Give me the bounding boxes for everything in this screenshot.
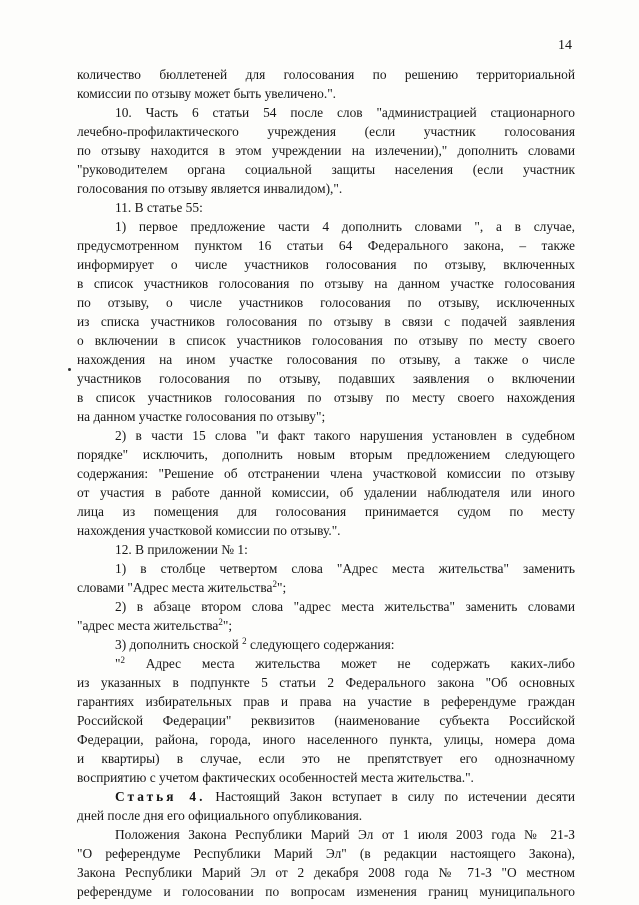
line-text: 2) в части 15 слова "и факт такого нарушения установлен в судебном	[115, 428, 575, 443]
text-line	[115, 636, 575, 654]
line-text: "О референдуме Республики Марий Эл" (в редакции настоящего Закона),	[77, 846, 575, 861]
line-text: нахождения на ином участке голосования по отзыву, а также о числе	[77, 352, 575, 367]
text-line	[77, 313, 575, 331]
text-line	[115, 826, 575, 844]
line-text: 11. В статье 55:	[115, 200, 203, 215]
text-line	[77, 446, 575, 464]
text-line	[115, 199, 575, 217]
footnote-mark: 2	[272, 579, 277, 589]
line-text: Закона Республики Марий Эл от 2 декабря 2008 года № 71-З "О местном	[77, 865, 575, 880]
text-line	[77, 142, 575, 160]
line-text-continued: Адрес места жительства может не содержать каких-либо	[124, 656, 575, 671]
text-line	[77, 864, 575, 882]
text-line	[115, 104, 575, 122]
line-text: информирует о числе участников голосования по отзыву, включенных	[77, 257, 575, 272]
text-line	[77, 85, 575, 103]
text-line	[77, 123, 575, 141]
line-text: 1) первое предложение части 4 дополнить словами ", а в случае,	[115, 219, 575, 234]
text-line	[77, 351, 575, 369]
line-text: 10. Часть 6 статьи 54 после слов "администрацией стационарного	[115, 105, 575, 120]
text-line	[77, 66, 575, 84]
page-number: 14	[558, 38, 572, 53]
line-text: Положения Закона Республики Марий Эл от 1 июля 2003 года № 21-З	[115, 827, 575, 842]
text-line	[77, 693, 575, 711]
line-text-continued: следующего содержания:	[246, 637, 395, 652]
line-text: по отзыву, о числе участников голосования по отзыву, исключенных	[77, 295, 575, 310]
text-line	[77, 674, 575, 692]
scan-dot-mark	[68, 368, 71, 371]
footnote-mark: 2	[120, 655, 125, 665]
text-line	[77, 370, 575, 388]
text-line	[77, 332, 575, 350]
text-line	[77, 731, 575, 749]
line-text: по отзыву находится в этом учреждении на излечении)," дополнить словами	[77, 143, 575, 158]
line-text: из указанных в подпункте 5 статьи 2 Федерального закона "Об основных	[77, 675, 575, 690]
line-text: о включении в список участников голосования по отзыву по месту своего	[77, 333, 575, 348]
line-text: лица из помещения для голосования принимается судом по месту	[77, 504, 575, 519]
footnote-mark: 2	[242, 636, 247, 646]
line-text: 3) дополнить сноской	[115, 637, 243, 652]
line-text: Российской Федерации" реквизитов (наименование субъекта Российской	[77, 713, 575, 728]
line-text: референдуме и голосовании по вопросам изменения границ муниципального	[77, 884, 575, 899]
line-text: в список участников голосования по отзыву по месту своего нахождения	[77, 390, 575, 405]
line-text: количество бюллетеней для голосования по решению территориальной	[77, 67, 575, 82]
line-text: на данном участке голосования по отзыву";	[77, 409, 326, 424]
line-text: голосования по отзыву является инвалидом),".	[77, 181, 343, 196]
text-line	[115, 598, 575, 616]
text-line	[77, 883, 575, 901]
text-line	[77, 465, 575, 483]
footnote-mark: 2	[218, 617, 223, 627]
text-line	[77, 161, 575, 179]
line-text: предусмотренном пунктом 16 статьи 64 Федерального закона, – также	[77, 238, 575, 253]
text-line	[115, 560, 575, 578]
text-line	[115, 541, 575, 559]
text-line	[77, 807, 575, 825]
text-line	[77, 845, 575, 863]
text-line	[115, 427, 575, 445]
line-text: 1) в столбце четвертом слова "Адрес места жительства" заменить	[115, 561, 575, 576]
line-text: участников голосования по отзыву, подавших заявления о включении	[77, 371, 575, 386]
line-text: гарантиях избирательных прав и права на участие в референдуме граждан	[77, 694, 575, 709]
line-text-continued: Настоящий Закон вступает в силу по истечении десяти	[205, 789, 575, 804]
text-line	[77, 408, 575, 426]
line-text-continued: ";	[222, 618, 233, 633]
text-line	[77, 256, 575, 274]
text-line	[77, 750, 575, 768]
text-line	[115, 218, 575, 236]
text-line	[77, 389, 575, 407]
line-text: комиссии по отзыву может быть увеличено.".	[77, 86, 337, 101]
text-line	[115, 788, 575, 806]
line-text: порядке" исключить, дополнить новым вторым предложением следующего	[77, 447, 575, 462]
text-line	[77, 617, 575, 635]
text-line	[77, 237, 575, 255]
line-text: 2) в абзаце втором слова "адрес места жительства" заменить словами	[115, 599, 575, 614]
text-line	[77, 769, 575, 787]
text-line	[77, 503, 575, 521]
line-text: из списка участников голосования по отзыву в связи с подачей заявления	[77, 314, 575, 329]
line-text: Федерации, района, города, иного населенного пункта, улицы, номера дома	[77, 732, 575, 747]
line-text: дней после дня его официального опубликования.	[77, 808, 363, 823]
line-text: словами "Адрес места жительства	[77, 580, 273, 595]
line-text: "руководителем органа социальной защиты населения (если участник	[77, 162, 575, 177]
article-heading: Статья 4.	[115, 789, 206, 804]
text-line	[77, 579, 575, 597]
text-line	[77, 180, 575, 198]
text-line	[77, 522, 575, 540]
line-text: "адрес места жительства	[77, 618, 219, 633]
line-text: в список участников голосования по отзыву на данном участке голосования	[77, 276, 575, 291]
line-text: 12. В приложении № 1:	[115, 542, 248, 557]
text-line	[77, 712, 575, 730]
line-text: и квартиры) в случае, если это не препятствует его однозначному	[77, 751, 575, 766]
text-line	[115, 655, 575, 673]
line-text: восприятию с учетом фактических особенностей места жительства.".	[77, 770, 474, 785]
text-line	[77, 275, 575, 293]
line-text: содержания: "Решение об отстранении члена участковой комиссии по отзыву	[77, 466, 575, 481]
line-text: нахождения участковой комиссии по отзыву.".	[77, 523, 341, 538]
text-line	[77, 294, 575, 312]
line-text: от участия в работе данной комиссии, об удалении наблюдателя или иного	[77, 485, 575, 500]
text-line	[77, 484, 575, 502]
line-text: "	[115, 656, 121, 671]
line-text-continued: ";	[277, 580, 287, 595]
line-text: лечебно-профилактического учреждения (если участник голосования	[77, 124, 575, 139]
